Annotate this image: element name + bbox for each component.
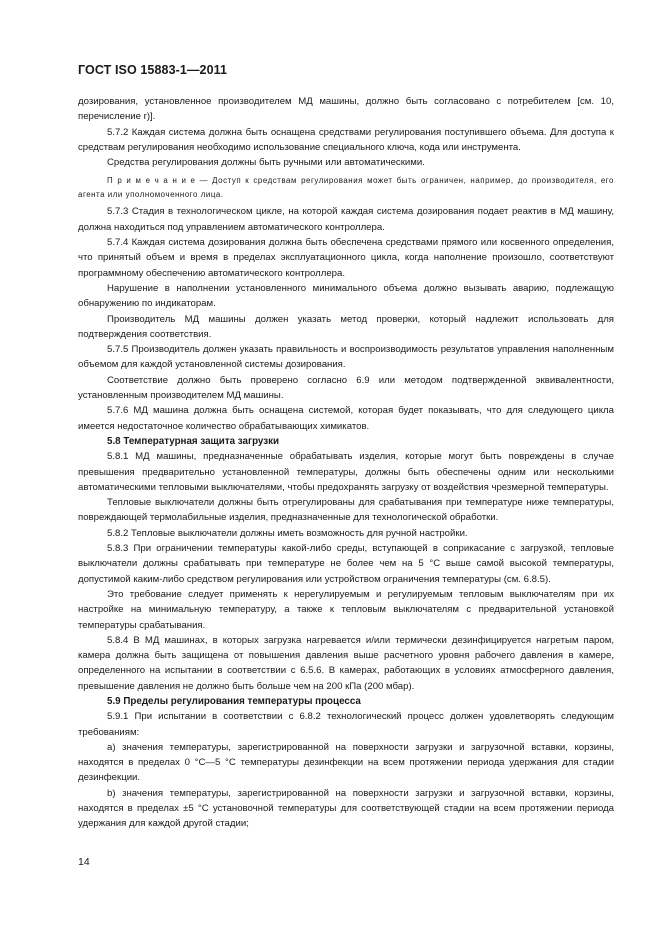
section-heading: 5.9 Пределы регулирования температуры процесса [107,695,361,707]
document-header: ГОСТ ISO 15883-1—2011 [78,63,228,77]
body-paragraph: 5.7.6 МД машина должна быть оснащена системой, которая будет показывать, что для следующего цикла имеется недостаточное количество обрабатывающих химикатов. [78,405,614,432]
body-paragraph: 5.9.1 При испытании в соответствии с 6.8.2 технологический процесс должен удовлетворять следующим требованиям: [78,711,614,738]
body-paragraph: 5.7.5 Производитель должен указать правильность и воспроизводимость результатов управления наполненным объемом для каждой установленной системы дозирования. [78,344,614,371]
body-paragraph: Тепловые выключатели должны быть отрегулированы для срабатывания при температуре ниже температуры, повреждающей термолабильные изделия, предназначенные для технологической обработки. [78,497,614,524]
body-paragraph: 5.8.2 Тепловые выключатели должны иметь возможность для ручной настройки. [107,527,468,539]
body-paragraph: a) значения температуры, зарегистрированной на поверхности загрузки и загрузочной вставки, корзины, находятся в пределах 0 °С—5 °С температуры дезинфекции на всем протяжении периода удержания для стадии дезинфекции. [78,741,614,784]
body-paragraph: b) значения температуры, зарегистрированной на поверхности загрузки и загрузочной вставки, корзины, находятся в пределах ±5 °С установочной температуры для соответствующей стадии на всем протяжении периода удержания для каждой другой стадии; [78,787,614,830]
body-paragraph: 5.8.4 В МД машинах, в которых загрузка нагревается и/или термически дезинфицируется нагретым паром, камера должна быть защищена от повышения давления выше расчетного уровня рабочего давления в камере, определенного на испытании в соответствии с 6.5.6. В камерах, работающих в условиях атмосферного давления, превышение давления не должно быть больше чем на 200 кПа (200 мбар). [78,634,614,692]
body-paragraph: Производитель МД машины должен указать метод проверки, который надлежит использовать для подтверждения соответствия. [78,313,614,340]
section-heading: 5.8 Температурная защита загрузки [107,435,280,447]
body-paragraph: 5.7.4 Каждая система дозирования должна быть обеспечена средствами прямого или косвенного определения, что принятый объем и время в пределах эксплуатационного цикла, когда наполнение произошло, соответствуют программному обеспечению автоматического контроллера. [78,237,614,279]
document-body [78,94,614,832]
body-paragraph: 5.8.1 МД машины, предназначенные обрабатывать изделия, которые могут быть повреждены в случае превышения предварительно установленной температуры, должны быть обеспечены одним или несколькими автоматическими тепловыми выключателями, чтобы предохранять загрузку от воздействия чрезмерной температуры. [78,451,614,493]
body-paragraph: Нарушение в наполнении установленного минимального объема должно вызывать аварию, подлежащую обнаружению по индикаторам. [78,282,614,310]
body-paragraph: 5.7.3 Стадия в технологическом цикле, на которой каждая система дозирования подает реактив в МД машину, должна находиться под управлением автоматического контроллера. [78,206,614,233]
body-paragraph: 5.7.2 Каждая система должна быть оснащена средствами регулирования поступившего объема. Для доступа к средствам регулирования необходимо использование специального ключа, кода или инструмента. [78,126,614,153]
body-paragraph: 5.8.3 При ограничении температуры какой-либо среды, вступающей в соприкасание с загрузкой, тепловые выключатели должны срабатывать при температуре не более чем на 5 °С выше самой высокой температуры, допустимой каким-либо средством регулирования или устройством ограничения температуры (см. 6.8.5). [78,543,614,585]
body-paragraph: Средства регулирования должны быть ручными или автоматическими. [107,157,425,169]
body-paragraph: Соответствие должно быть проверено согласно 6.9 или методом подтвержденной эквивалентности, установленным производителем МД машины. [78,374,614,402]
body-paragraph: Это требование следует применять к нерегулируемым и регулируемым тепловым выключателям при их настройке на минимальную температуру, а также к тепловым выключателям с предварительной установкой температуры срабатывания. [78,588,614,631]
body-paragraph: дозирования, установленное производителем МД машины, должно быть согласовано с потребителем [см. 10, перечисление r)]. [78,96,614,123]
page-number: 14 [78,856,90,868]
note-paragraph: П р и м е ч а н и е — Доступ к средствам регулирования может быть ограничен, например, до производителя, его агента или уполномоченного лица. [78,176,614,199]
